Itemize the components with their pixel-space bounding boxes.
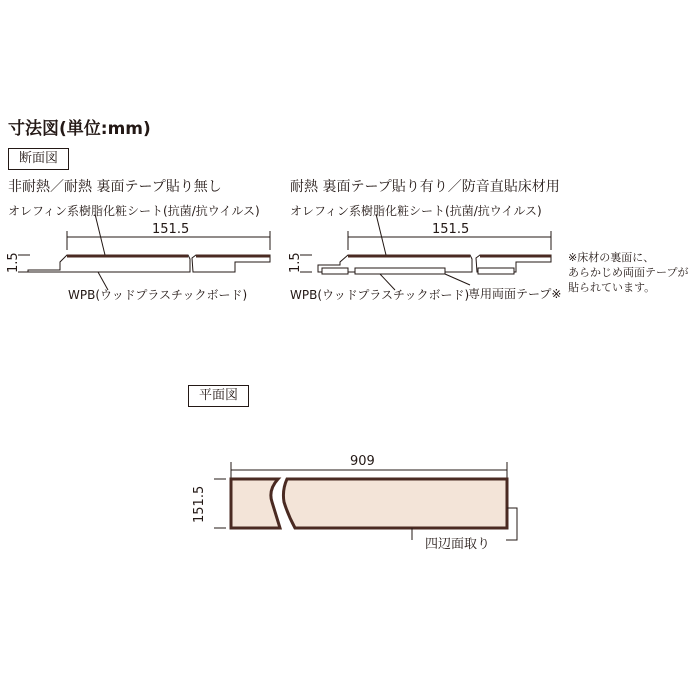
left-subtitle: 非耐熱／耐熱 裏面テープ貼り無し [8,179,222,195]
right-core-label: WPB(ウッドプラスチックボード) [290,288,470,302]
tape-strip [322,268,348,274]
chamfer-label: 四辺面取り [425,537,491,552]
right-surface-label: オレフィン系樹脂化粧シート(抗菌/抗ウイルス) [290,204,542,218]
page-title: 寸法図(単位:mm) [8,119,151,139]
plan-board-left [231,479,280,528]
plan-width-dim: 151.5 [192,485,207,523]
right-width-dim: 151.5 [432,222,470,237]
left-surface-label: オレフィン系樹脂化粧シート(抗菌/抗ウイルス) [8,204,260,218]
left-thickness-dim: 1.5 [6,252,21,273]
right-subtitle: 耐熱 裏面テープ貼り有り／防音直貼床材用 [290,179,560,195]
right-thickness-dim: 1.5 [288,252,303,273]
left-core-label: WPB(ウッドプラスチックボード) [68,288,248,302]
length-dim: 909 [350,454,375,469]
plan-view-label: 平面図 [188,385,249,407]
plan-board-right [283,479,507,528]
left-width-dim: 151.5 [152,222,190,237]
left-board-section [28,255,190,272]
section-view-label: 断面図 [8,148,69,170]
tape-label: 専用両面テープ※ [468,287,562,301]
tape-note: ※床材の裏面に、 あらかじめ両面テープが 貼られています。 [568,251,689,294]
